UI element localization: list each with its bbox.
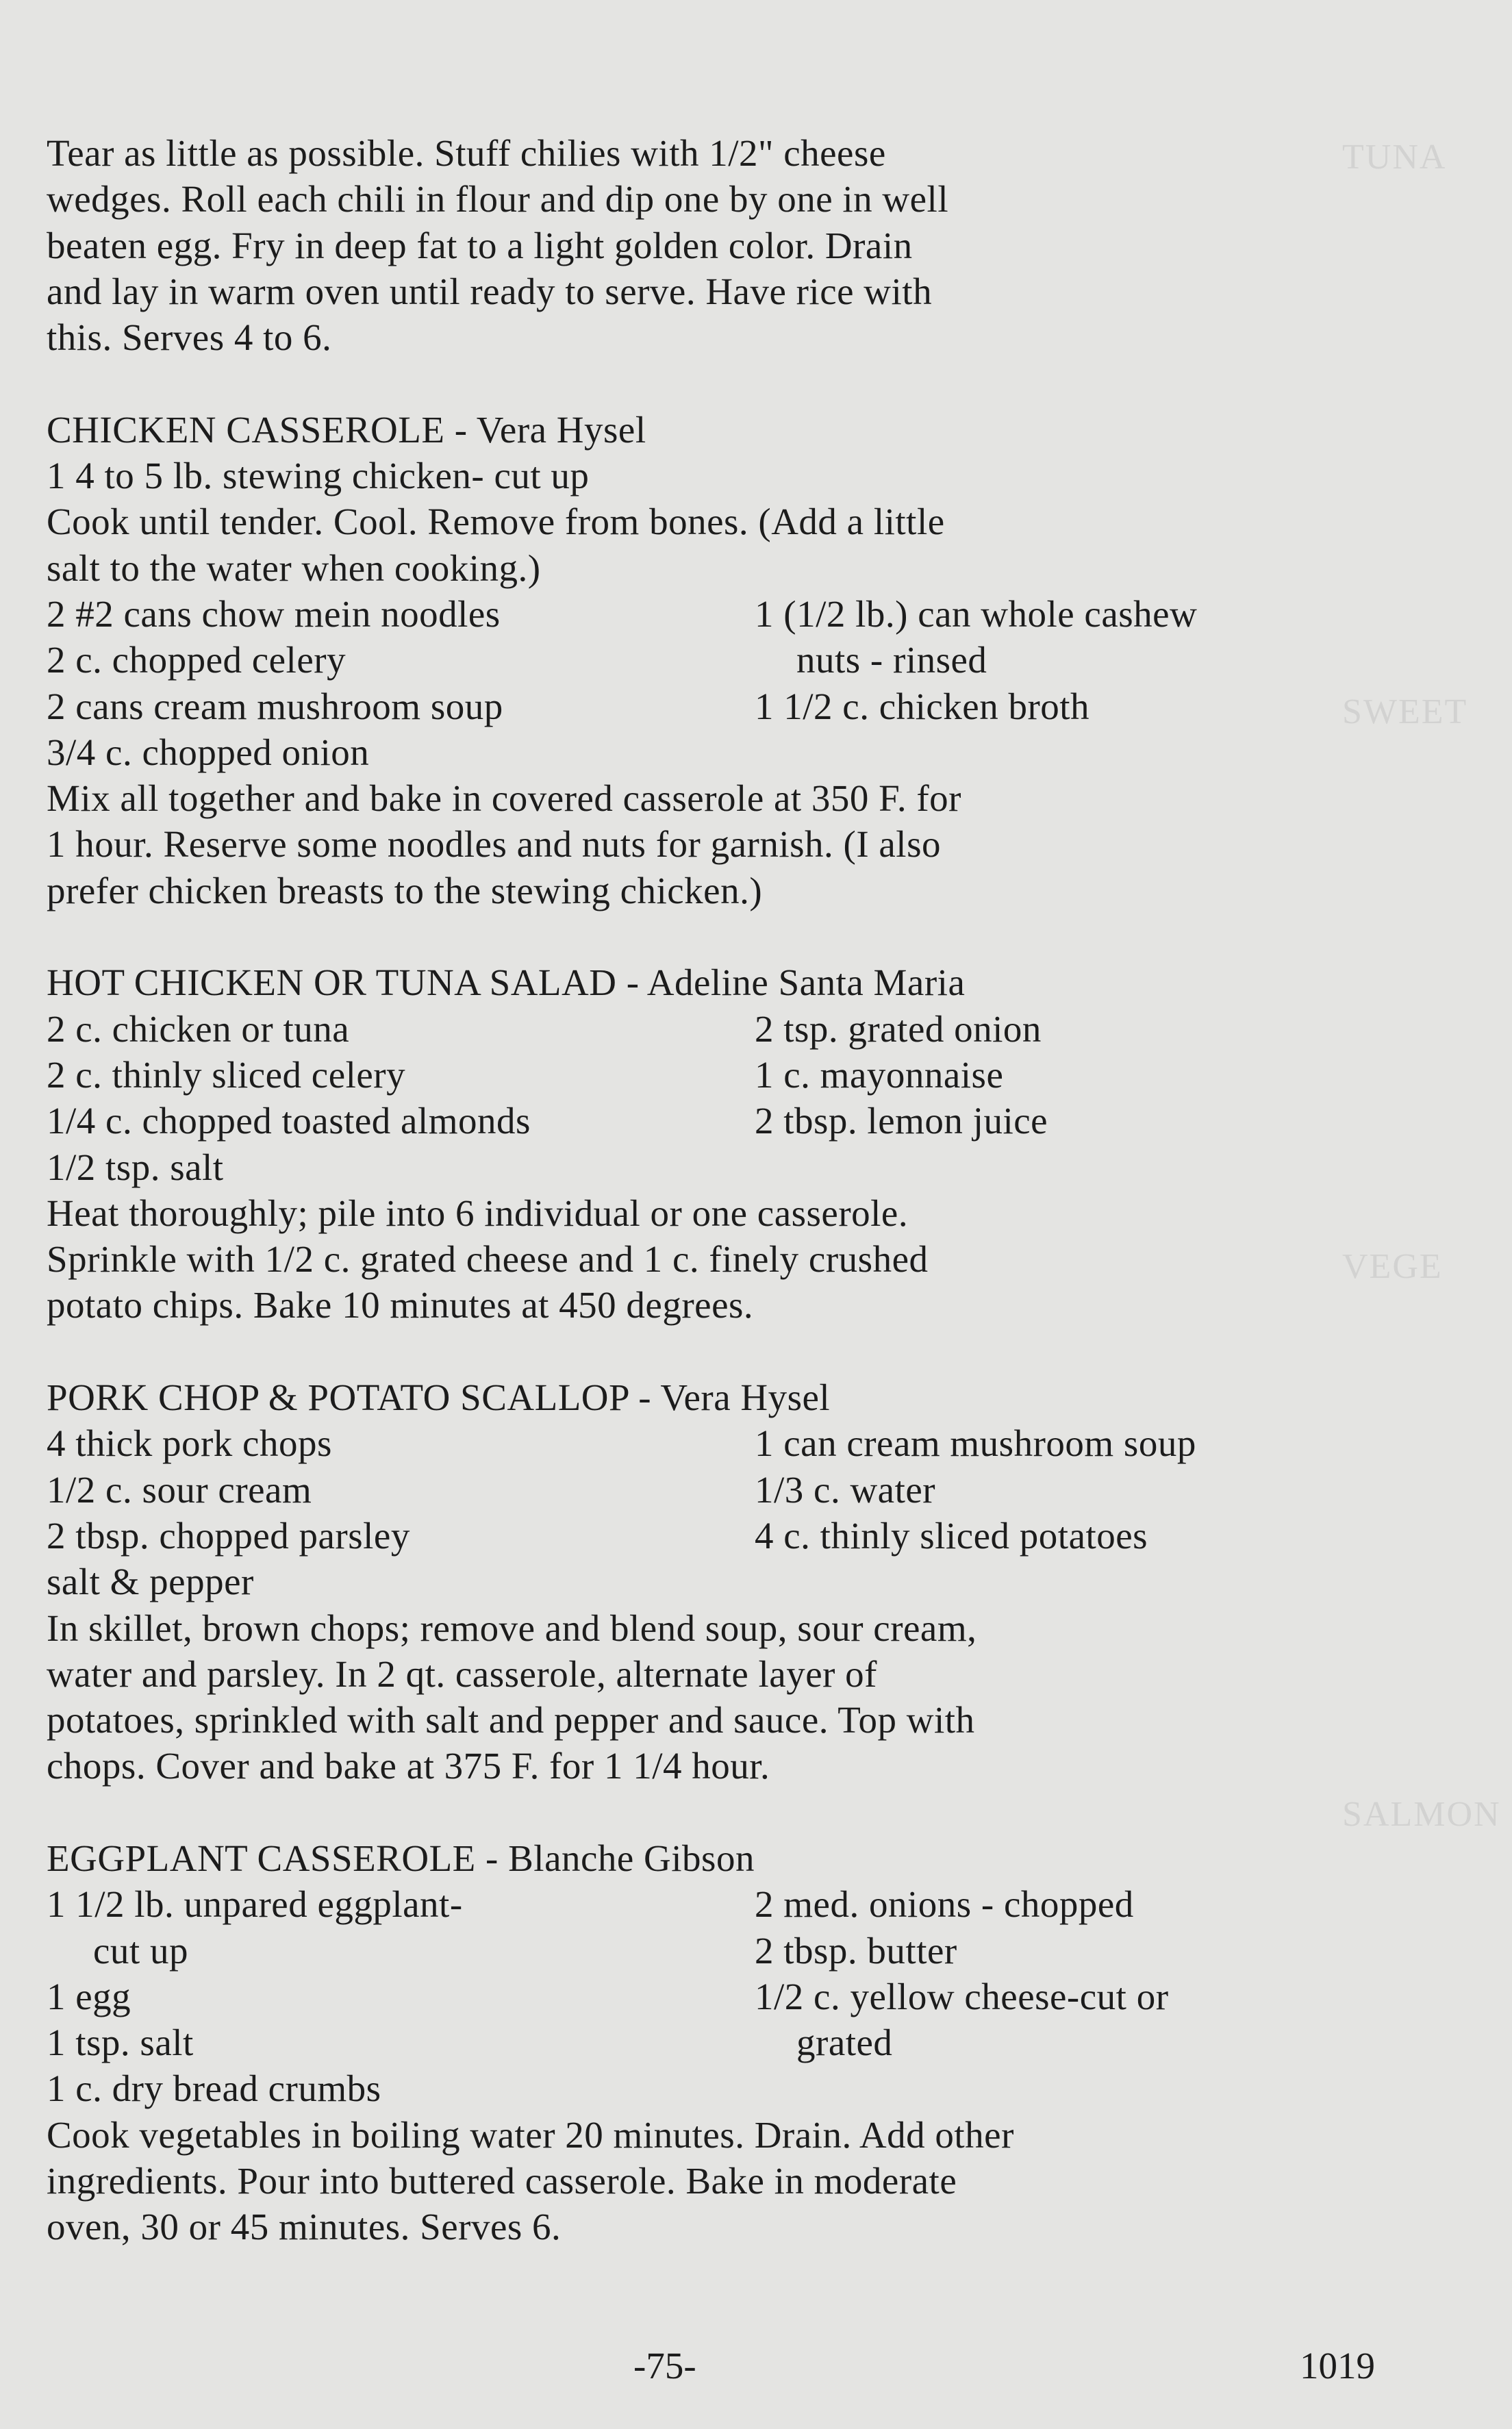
ingredient-row [47, 1144, 1416, 1190]
ingredient: 2 c. thinly sliced celery [47, 1053, 406, 1096]
direction-line: Heat thoroughly; pile into 6 individual or one casserole. [47, 1192, 909, 1234]
direction-line: Mix all together and bake in covered casserole at 350 F. for [47, 777, 961, 820]
ingredient: 2 tsp. grated onion [755, 1007, 1042, 1050]
direction-line: water and parsley. In 2 qt. casserole, alternate layer of [47, 1652, 877, 1695]
ingredient-row [47, 683, 1416, 729]
ingredient-row [47, 1881, 1416, 1927]
ingredient: 2 c. chopped celery [47, 639, 346, 681]
ingredient-row [47, 1928, 1416, 1974]
ingredient: grated [796, 2022, 893, 2064]
direction-line: potato chips. Bake 10 minutes at 450 degrees. [47, 1284, 754, 1326]
ingredient: 2 med. onions - chopped [755, 1883, 1134, 1926]
text-line: Tear as little as possible. Stuff chilies with 1/2" cheese [47, 132, 886, 174]
ingredient: 2 c. chicken or tuna [47, 1007, 350, 1050]
ingredient: salt & pepper [47, 1561, 254, 1603]
ingredient: 1/2 tsp. salt [47, 1146, 224, 1188]
direction-line: Cook vegetables in boiling water 20 minutes. Drain. Add other [47, 2113, 1014, 2156]
ingredient: 2 tbsp. lemon juice [755, 1100, 1048, 1142]
ingredient: 2 tbsp. butter [755, 1929, 957, 1972]
text-line: salt to the water when cooking.) [47, 546, 541, 589]
ingredient-row [47, 2065, 1416, 2111]
text-line: Cook until tender. Cool. Remove from bones. (Add a little [47, 501, 945, 543]
ingredient: 1 1/2 c. chicken broth [755, 685, 1090, 727]
recipe-title: EGGPLANT CASSEROLE - Blanche Gibson [47, 1837, 755, 1879]
text-line: this. Serves 4 to 6. [47, 316, 332, 359]
ingredient-row [47, 1052, 1416, 1098]
ingredient-row [47, 1559, 1416, 1604]
ingredient: 3/4 c. chopped onion [47, 731, 370, 773]
direction-line: oven, 30 or 45 minutes. Serves 6. [47, 2206, 562, 2248]
text-line: and lay in warm oven until ready to serve. Have rice with [47, 270, 933, 312]
ingredient-row [47, 1006, 1416, 1052]
ingredient: 1/2 c. sour cream [47, 1468, 312, 1511]
ingredient: 1 tsp. salt [47, 2022, 194, 2064]
bleed-through-text: TUNA SWEET VEGE SALMON [1342, 138, 1501, 1834]
ingredient: 2 cans cream mushroom soup [47, 685, 503, 727]
ingredient: 1/4 c. chopped toasted almonds [47, 1100, 531, 1142]
ingredient: cut up [93, 1929, 188, 1972]
direction-line: 1 hour. Reserve some noodles and nuts for garnish. (I also [47, 823, 941, 866]
recipe-chicken-casserole [47, 407, 1416, 914]
recipe-page [47, 130, 1416, 2250]
ingredient: 1 (1/2 lb.) can whole cashew [755, 592, 1198, 635]
page-number: -75- [633, 2345, 696, 2387]
ingredient: 4 thick pork chops [47, 1422, 332, 1465]
ingredient-row [47, 2019, 1416, 2065]
intro-section [47, 130, 1416, 360]
text-line: beaten egg. Fry in deep fat to a light golden color. Drain [47, 224, 913, 266]
direction-line: Sprinkle with 1/2 c. grated cheese and 1 c. finely crushed [47, 1238, 929, 1281]
ingredient-row [47, 1467, 1416, 1513]
ingredient: nuts - rinsed [796, 639, 987, 681]
direction-line: chops. Cover and bake at 375 F. for 1 1/4 hour. [47, 1745, 770, 1787]
ingredient: 1/3 c. water [755, 1468, 936, 1511]
ingredient: 2 tbsp. chopped parsley [47, 1514, 410, 1557]
ingredient-row [47, 1513, 1416, 1559]
direction-line: prefer chicken breasts to the stewing chicken.) [47, 869, 763, 911]
ingredient: 1/2 c. yellow cheese-cut or [755, 1975, 1169, 2017]
ingredient: 1 1/2 lb. unpared eggplant- [47, 1883, 463, 1926]
ingredient-row [47, 637, 1416, 683]
recipe-hot-chicken-salad [47, 959, 1416, 1328]
ingredient: 1 can cream mushroom soup [755, 1422, 1196, 1465]
ingredient-row [47, 1974, 1416, 2019]
ingredient: 1 egg [47, 1975, 131, 2017]
ingredient: 2 #2 cans chow mein noodles [47, 592, 501, 635]
ingredient-row [47, 1420, 1416, 1466]
text-line: wedges. Roll each chili in flour and dip one by one in well [47, 178, 949, 221]
ingredient: 1 c. mayonnaise [755, 1053, 1004, 1096]
direction-line: ingredients. Pour into buttered casserole. Bake in moderate [47, 2160, 957, 2202]
ingredient: 4 c. thinly sliced potatoes [755, 1514, 1148, 1557]
recipe-title: HOT CHICKEN OR TUNA SALAD - Adeline Santa Maria [47, 961, 966, 1004]
recipe-title: PORK CHOP & POTATO SCALLOP - Vera Hysel [47, 1376, 831, 1419]
ingredient-row [47, 591, 1416, 637]
direction-line: potatoes, sprinkled with salt and pepper and sauce. Top with [47, 1699, 975, 1741]
ingredient-row [47, 1098, 1416, 1144]
direction-line: In skillet, brown chops; remove and blend soup, sour cream, [47, 1607, 977, 1649]
text-line: 1 4 to 5 lb. stewing chicken- cut up [47, 455, 590, 497]
recipe-title: CHICKEN CASSEROLE - Vera Hysel [47, 408, 646, 451]
recipe-pork-chop-scallop [47, 1374, 1416, 1789]
page-footer [0, 2342, 1512, 2390]
recipe-eggplant-casserole [47, 1835, 1416, 2250]
ingredient: 1 c. dry bread crumbs [47, 2067, 381, 2110]
ingredient-row [47, 729, 1416, 775]
page-code: 1019 [1300, 2345, 1375, 2387]
